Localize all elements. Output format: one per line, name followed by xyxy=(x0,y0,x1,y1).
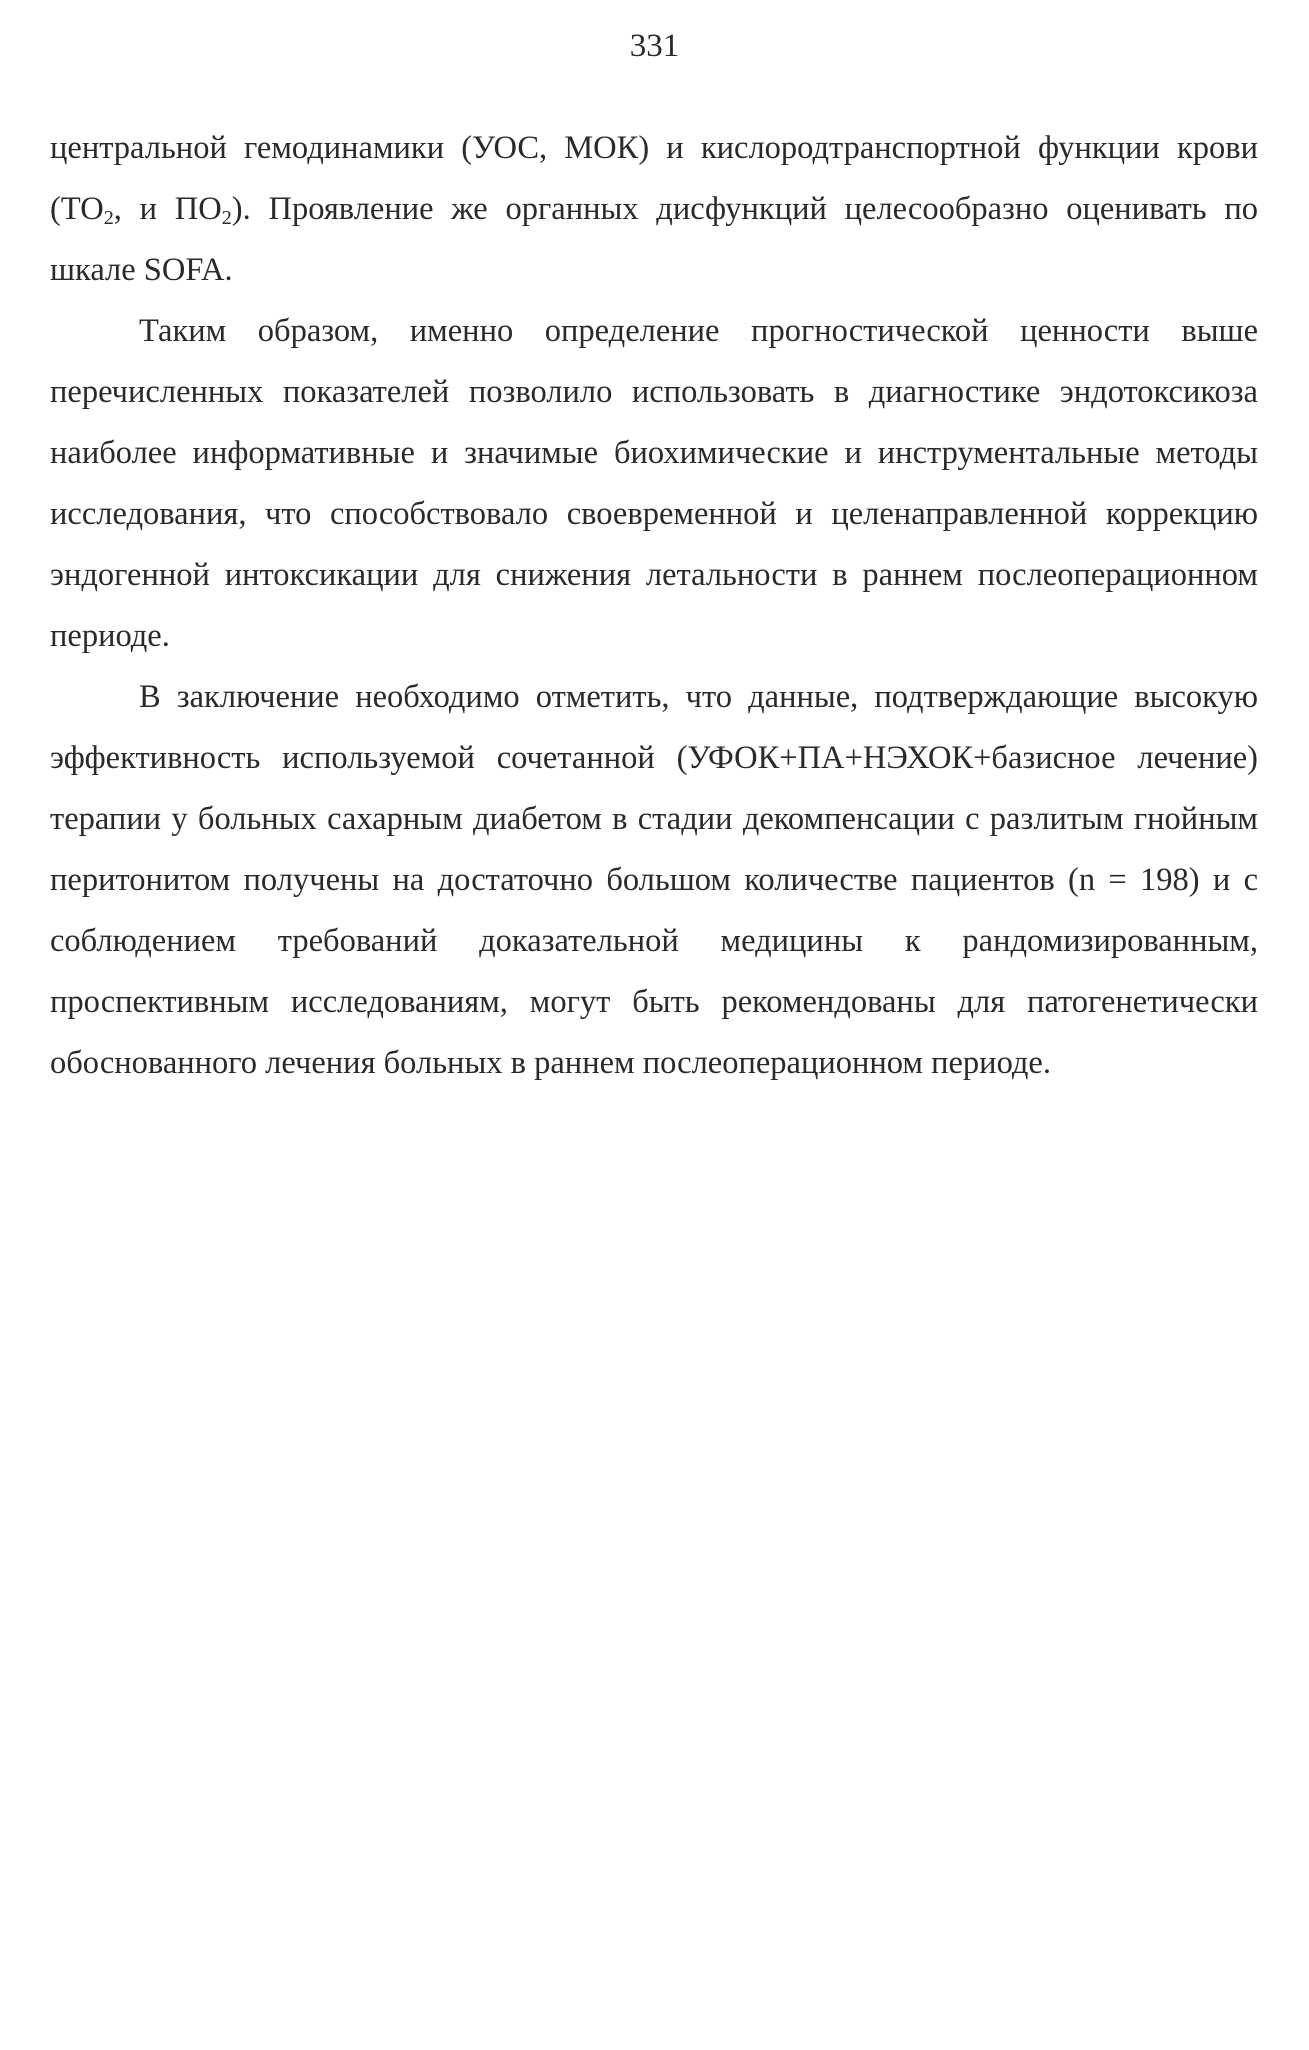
text-segment: , и ПО xyxy=(113,191,222,227)
subscript-2: 2 xyxy=(221,207,232,230)
text-segment: центральной гемодинамики (УОС, МОК) и кислородтранспортной функции крови (ТО xyxy=(50,130,1258,227)
body-text xyxy=(50,118,1258,1094)
subscript-2: 2 xyxy=(103,207,114,230)
paragraph-conclusion-efficacy: В заключение необходимо отметить, что данные, подтверждающие высокую эффективность используемой сочетанной (УФОК+ПА+НЭХОК+базисное лечение) терапии у больных сахарным диабетом в стадии декомпенсации с разлитым гнойным перитонитом получены на достаточно большом количестве пациентов (n = 198) и с соблюдением требований доказательной медицины к рандомизированным, проспективным исследованиям, могут быть рекомендованы для патогенетически обоснованного лечения больных в раннем послеоперационном периоде. xyxy=(50,679,1258,1081)
paragraph-continuation xyxy=(50,118,1258,301)
paragraph-conclusion-methods: Таким образом, именно определение прогностической ценности выше перечисленных показателей позволило использовать в диагностике эндотоксикоза наиболее информативные и значимые биохимические и инструментальные методы исследования, что способствовало своевременной и целенаправленной коррекцию эндогенной интоксикации для снижения летальности в раннем послеоперационном периоде. xyxy=(50,313,1258,654)
text-segment: ). Проявление же органных дисфункций целесообразно оценивать по шкале SOFA. xyxy=(50,191,1258,288)
page-number: 331 xyxy=(629,28,680,64)
